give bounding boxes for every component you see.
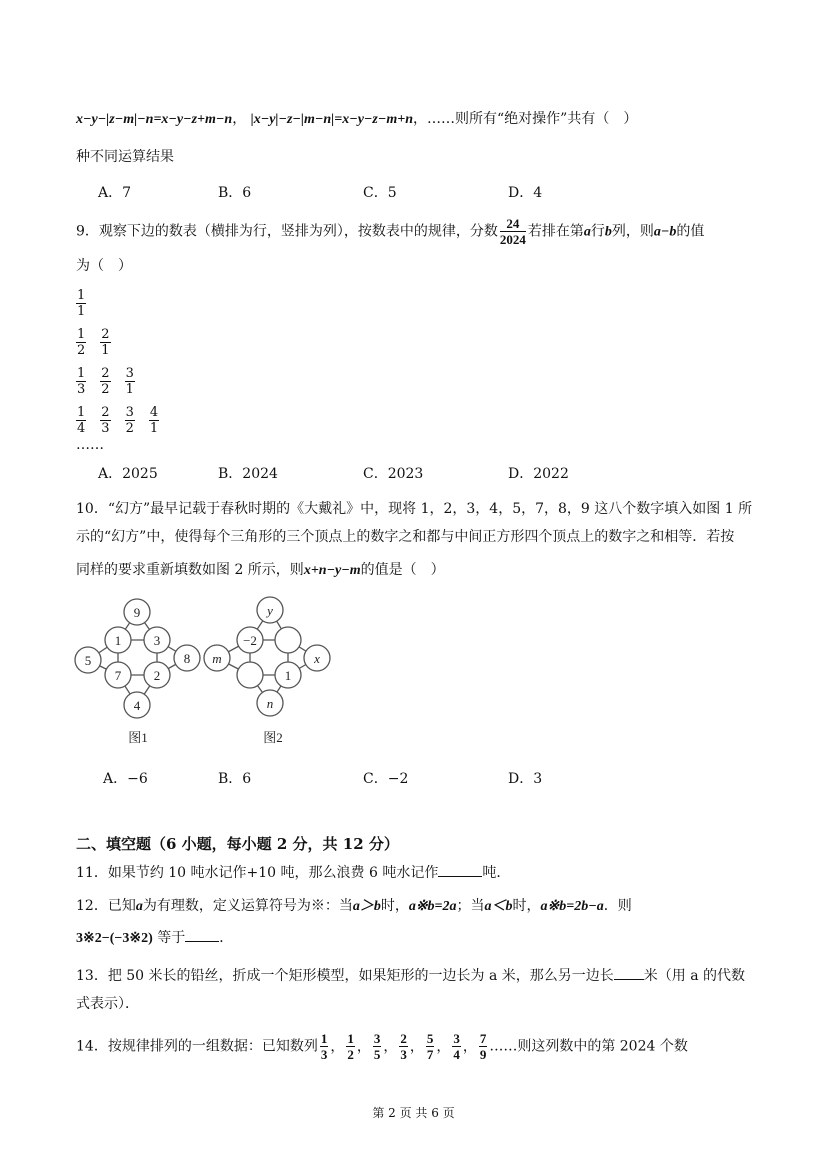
q11-text: 11．如果节约 10 吨水记作+10 吨，那么浪费 6 吨水记作 <box>76 865 439 881</box>
q12-line2 <box>76 928 233 949</box>
q10-option-b: B．6 <box>218 771 252 787</box>
q8-tail: ，……则所有“绝对操作”共有（ ） <box>413 111 638 127</box>
q9-text: 列，则 <box>611 223 654 240</box>
q13-text: 米（用 a 的代数 <box>643 968 746 984</box>
denominator: 4 <box>77 421 86 436</box>
numerator: 7 <box>479 1031 487 1046</box>
numerator: 2 <box>101 366 110 381</box>
fraction <box>452 1031 461 1062</box>
q9-text: 9．观察下边的数表（横排为行，竖排为列），按数表中的规律，分数 <box>76 223 498 240</box>
denominator: 3 <box>320 1047 328 1062</box>
q12-expr: 3※2−(−3※2) <box>76 931 153 946</box>
q12-text: ；当 <box>456 898 485 914</box>
denominator: 1 <box>101 343 110 358</box>
q8-expr2: |x−y|−z−|m−n|=x−y−z−m+n <box>250 112 413 127</box>
var-b: b <box>604 224 612 240</box>
q12-text: 时， <box>380 898 409 914</box>
numerator: 1 <box>77 405 86 420</box>
fig1-caption: 图1 <box>128 730 148 745</box>
q10-option-d: D．3 <box>508 771 543 787</box>
q12-text: 为有理数，定义运算符号为※：当 <box>142 898 353 914</box>
q10-line1: 10．“幻方”最早记载于春秋时期的《大戴礼》中，现将 1，2，3，4，5，7，8，9 这八个数字填入如图 1 所 <box>76 501 753 517</box>
fig1-node: 2 <box>153 668 161 683</box>
q8-option-c: C．5 <box>363 185 397 201</box>
denominator: 2 <box>77 343 86 358</box>
q8-sep: ， <box>232 111 247 127</box>
denominator: 1 <box>149 421 159 436</box>
q11 <box>76 863 510 883</box>
q12-text: 12．已知 <box>76 898 136 914</box>
fig2-caption: 图2 <box>263 730 283 745</box>
q11-text: 吨． <box>482 865 511 881</box>
numerator: 1 <box>77 288 86 303</box>
fig1-node: 5 <box>84 653 92 668</box>
q9-text: 若排在第 <box>527 223 584 240</box>
numerator: 4 <box>149 405 159 420</box>
q14-text: 14．按规律排列的一组数据：已知数列 <box>76 1038 318 1055</box>
denominator: 4 <box>453 1047 460 1062</box>
page-footer: 第 2 页 共 6 页 <box>372 1106 455 1120</box>
denominator: 2 <box>125 421 134 436</box>
q9-option-b: B．2024 <box>218 466 278 482</box>
q8-option-b: B．6 <box>218 185 252 201</box>
numerator: 1 <box>320 1031 328 1046</box>
fig2-node: m <box>212 651 222 666</box>
fig1-node: 3 <box>153 633 161 648</box>
q9-line2: 为（ ） <box>76 258 132 274</box>
numerator: 1 <box>77 366 86 381</box>
figure-1-edges <box>88 610 317 705</box>
q14 <box>76 1031 688 1062</box>
q9-option-c: C．2023 <box>363 466 424 482</box>
denominator: 3 <box>400 1047 407 1062</box>
numerator: 1 <box>347 1031 354 1046</box>
numerator: 3 <box>453 1031 460 1046</box>
q14-text: ……则这列数中的第 2024 个数 <box>489 1038 688 1055</box>
q9-option-a: A．2025 <box>98 466 158 482</box>
denominator: 2 <box>347 1047 354 1062</box>
q13-text: 13．把 50 米长的铅丝，折成一个矩形模型，如果矩形的一边长为 a 米，那么另一边长 <box>76 968 614 984</box>
q12-text: ． <box>219 930 234 946</box>
answer-blank <box>185 941 219 942</box>
node-circles <box>75 597 330 718</box>
fraction <box>320 1031 329 1062</box>
q8-line2: 种不同运算结果 <box>76 149 174 165</box>
sequence-fractions <box>318 1031 490 1062</box>
q10-option-a: A．−6 <box>103 771 148 787</box>
denominator: 1 <box>77 304 86 319</box>
fig1-node: 9 <box>133 605 141 620</box>
comma: ， <box>356 1038 371 1055</box>
fraction <box>373 1031 382 1062</box>
fraction <box>346 1031 355 1062</box>
fig2-node: −2 <box>243 633 257 648</box>
q9-text: 行 <box>590 223 605 240</box>
q13-line2: 式表示）． <box>76 996 139 1012</box>
denominator: 2024 <box>499 232 526 247</box>
fig2-node: y <box>267 603 273 618</box>
section-title: 二、填空题（6 小题，每小题 2 分，共 12 分） <box>76 835 399 853</box>
denominator: 2 <box>101 382 110 397</box>
fraction <box>399 1031 408 1062</box>
denominator: 9 <box>479 1047 487 1062</box>
q10-expr: x+n−y−m <box>303 563 361 578</box>
q12-cond: a＞b <box>352 899 381 914</box>
comma: ， <box>436 1038 451 1055</box>
numerator: 1 <box>77 327 86 342</box>
q12-expr: a※b=2a <box>408 899 457 914</box>
fig1-node: 1 <box>114 633 122 648</box>
numerator: 2 <box>101 405 110 420</box>
q8-option-d: D．4 <box>508 185 543 201</box>
denominator: 3 <box>101 421 110 436</box>
q12-expr: a※b=2b−a <box>540 899 604 914</box>
comma: ， <box>409 1038 424 1055</box>
fraction <box>426 1031 435 1062</box>
fig2-node: 1 <box>284 668 292 683</box>
denominator: 5 <box>373 1047 381 1062</box>
fraction <box>479 1031 488 1062</box>
numerator: 3 <box>373 1031 381 1046</box>
q12-text: 时， <box>512 898 541 914</box>
answer-blank <box>614 979 644 980</box>
numerator: 3 <box>125 405 134 420</box>
comma: ， <box>383 1038 398 1055</box>
var-a: a <box>135 899 143 914</box>
q12-line1 <box>76 896 632 917</box>
comma: ， <box>330 1038 345 1055</box>
q8-expr1: x−y−|z−m|−n=x−y−z+m−n <box>76 112 233 127</box>
q10-line2: 示的“幻方”中，使得每个三角形的三个顶点上的数字之和都与中间正方形四个顶点上的数字之和相等．若按 <box>76 529 735 545</box>
denominator: 1 <box>125 382 134 397</box>
q10-text: 的值是（ ） <box>360 562 445 578</box>
q13-line1 <box>76 966 745 986</box>
q9-expr: a−b <box>653 224 677 240</box>
q9-text: 的值 <box>676 223 705 240</box>
numerator: 3 <box>125 366 134 381</box>
comma: ， <box>462 1038 477 1055</box>
fig2-node: n <box>266 696 274 711</box>
var-a: a <box>583 224 591 240</box>
fig1-node: 7 <box>114 668 122 683</box>
numerator: 24 <box>500 216 526 232</box>
denominator: 7 <box>426 1047 434 1062</box>
numerator: 2 <box>101 327 110 342</box>
answer-blank <box>438 876 482 877</box>
numerator: 2 <box>400 1031 407 1046</box>
q10-text: 同样的要求重新填数如图 2 所示，则 <box>76 562 304 578</box>
fig1-node: 8 <box>183 651 191 666</box>
numerator: 5 <box>426 1031 434 1046</box>
fig1-node: 4 <box>133 698 141 713</box>
q12-text: ．则 <box>603 898 632 914</box>
denominator: 3 <box>77 382 86 397</box>
q12-text: 等于 <box>157 930 186 946</box>
q9-option-d: D．2022 <box>508 466 569 482</box>
q8-option-a: A．7 <box>98 185 132 201</box>
q12-cond: a＜b <box>484 899 513 914</box>
q10-option-c: C．−2 <box>363 771 409 787</box>
fig2-node: x <box>314 651 320 666</box>
q9-ellipsis: …… <box>76 437 104 453</box>
